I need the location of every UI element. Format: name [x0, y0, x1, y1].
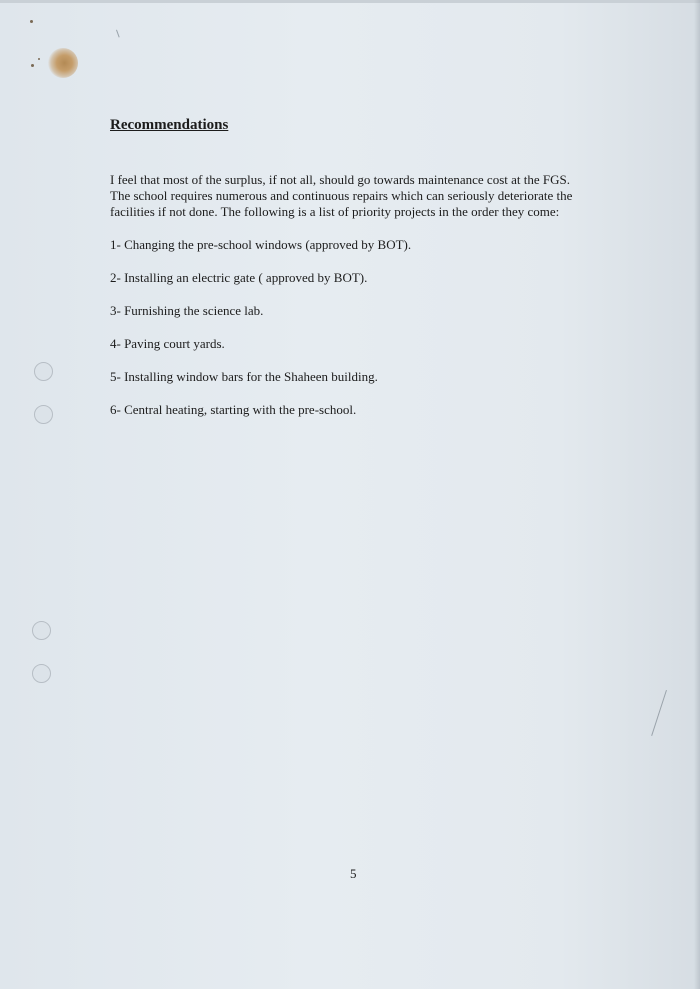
- list-item: 1- Changing the pre-school windows (approved by BOT).: [110, 237, 412, 252]
- punch-hole: [34, 362, 53, 381]
- list-item: 6- Central heating, starting with the pre-school.: [110, 402, 357, 417]
- list-item: 5- Installing window bars for the Shaheen building.: [110, 369, 378, 384]
- punch-hole: [34, 405, 53, 424]
- list-item: 2- Installing an electric gate ( approved by BOT).: [110, 270, 368, 285]
- pencil-mark: [116, 30, 120, 38]
- priority-list: [110, 236, 590, 434]
- intro-line: The school requires numerous and continuous repairs which can seriously deteriorate the: [110, 188, 573, 203]
- page-number: 5: [350, 866, 357, 881]
- pencil-mark: [651, 690, 667, 736]
- intro-line: I feel that most of the surplus, if not all, should go towards maintenance cost at the FGS.: [110, 172, 570, 187]
- page-top-edge: [0, 0, 700, 3]
- punch-hole: [32, 664, 51, 683]
- coffee-stain: [48, 48, 78, 78]
- punch-hole: [32, 621, 51, 640]
- stain-speck: [30, 20, 33, 23]
- intro-line: facilities if not done. The following is a list of priority projects in the order they come:: [110, 204, 560, 219]
- list-item: 3- Furnishing the science lab.: [110, 303, 264, 318]
- page-right-edge: [694, 0, 700, 989]
- intro-paragraph: [110, 172, 610, 220]
- stain-speck: [31, 64, 34, 67]
- list-item: 4- Paving court yards.: [110, 336, 225, 351]
- stain-speck: [38, 58, 40, 60]
- section-heading: Recommendations: [110, 117, 229, 133]
